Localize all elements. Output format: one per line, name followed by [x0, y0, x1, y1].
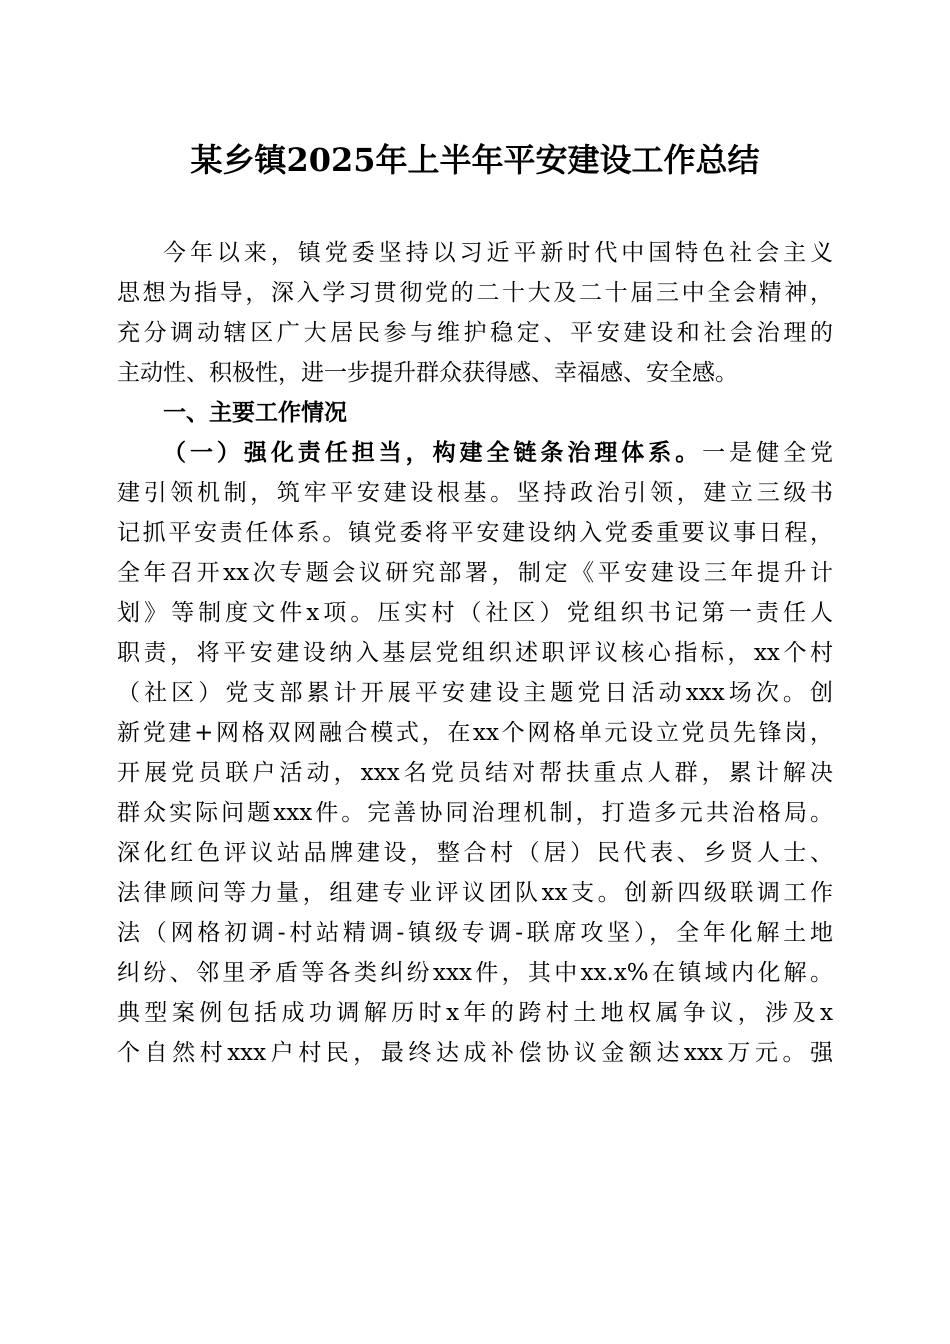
body-line: 典型案例包括成功调解历时x年的跨村土地权属争议，涉及x	[117, 1000, 833, 1026]
body-line: 开展党员联户活动，xxx名党员结对帮扶重点人群，累计解决	[117, 760, 833, 786]
intro-line: 思想为指导，深入学习贯彻党的二十大及二十届三中全会精神，	[117, 280, 833, 306]
subsection-first-line	[117, 433, 833, 473]
body-line: 纠纷、邻里矛盾等各类纠纷xxx件，其中xx.x%在镇域内化解。	[117, 960, 833, 986]
body-line: 法（网格初调-村站精调-镇级专调-联席攻坚），全年化解土地	[117, 920, 833, 946]
body-line: 群众实际问题xxx件。完善协同治理机制，打造多元共治格局。	[117, 800, 833, 826]
body-line: 全年召开xx次专题会议研究部署，制定《平安建设三年提升计	[117, 560, 833, 586]
subsection-heading: （一）强化责任担当，构建全链条治理体系。	[163, 439, 703, 466]
body-line: 个自然村xxx户村民，最终达成补偿协议金额达xxx万元。强	[117, 1040, 833, 1066]
document-title: 某乡镇2025年上半年平安建设工作总结	[190, 141, 760, 179]
body-line: 职责，将平安建设纳入基层党组织述职评议核心指标，xx个村	[117, 640, 833, 666]
subsection-first-text: 一是健全党	[702, 440, 834, 466]
body-line: 法律顾问等力量，组建专业评议团队xx支。创新四级联调工作	[117, 880, 833, 906]
body-line: 深化红色评议站品牌建设，整合村（居）民代表、乡贤人士、	[117, 840, 833, 866]
body-line: 建引领机制，筑牢平安建设根基。坚持政治引领，建立三级书	[117, 480, 833, 506]
intro-line: 主动性、积极性，进一步提升群众获得感、幸福感、安全感。	[117, 360, 738, 386]
intro-line: 今年以来，镇党委坚持以习近平新时代中国特色社会主义	[163, 240, 833, 266]
body-line: 记抓平安责任体系。镇党委将平安建设纳入党委重要议事日程，	[117, 520, 833, 546]
document-body	[117, 233, 833, 1073]
intro-line: 充分调动辖区广大居民参与维护稳定、平安建设和社会治理的	[117, 320, 833, 346]
body-line: 划》等制度文件x项。压实村（社区）党组织书记第一责任人	[117, 600, 833, 626]
section-heading: 一、主要工作情况	[163, 400, 347, 426]
body-line: （社区）党支部累计开展平安建设主题党日活动xxx场次。创	[117, 680, 833, 706]
body-line: 新党建+网格双网融合模式，在xx个网格单元设立党员先锋岗，	[117, 720, 833, 746]
